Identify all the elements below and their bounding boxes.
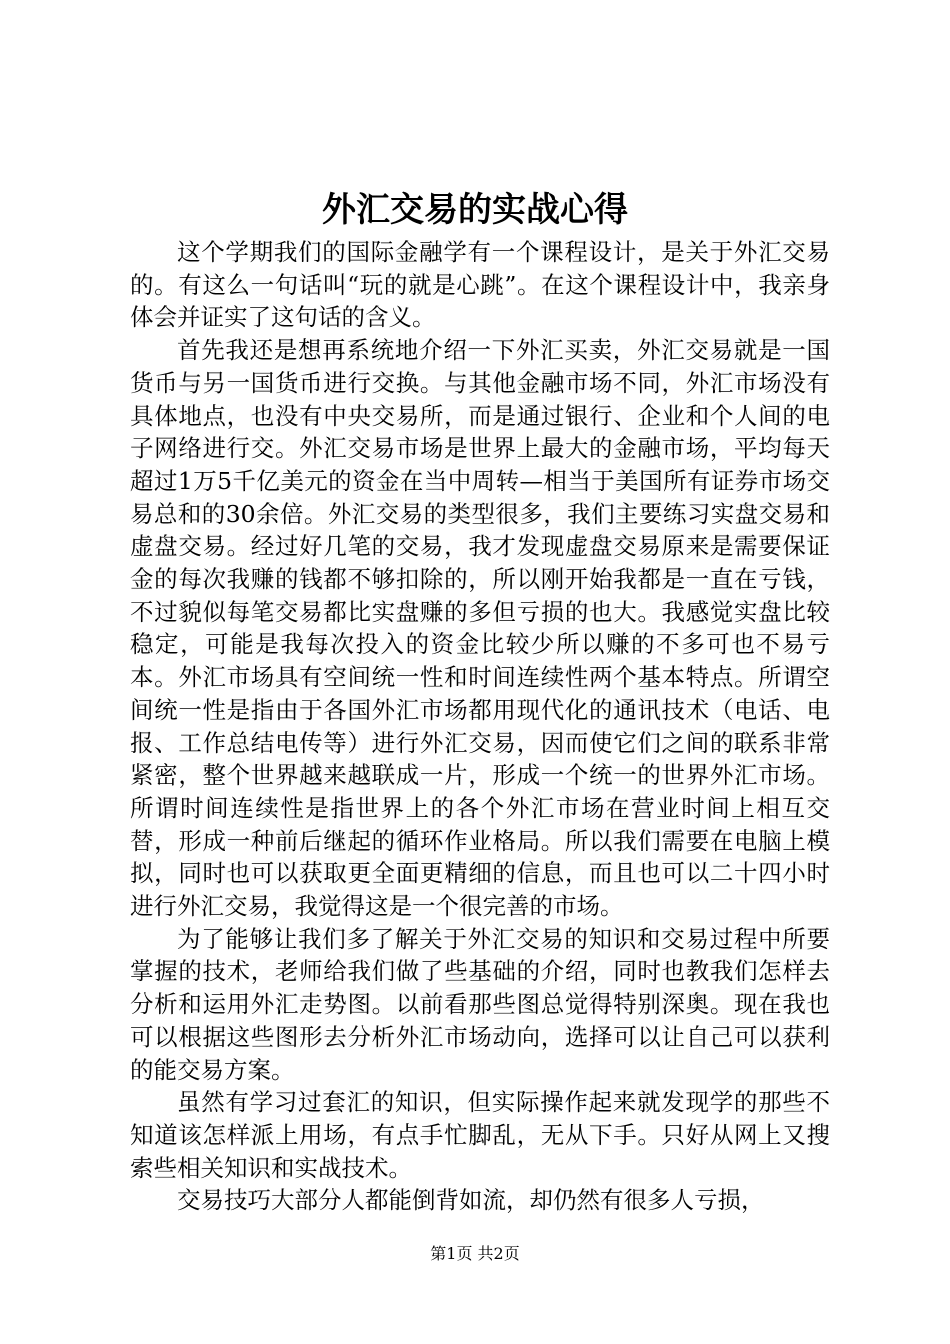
paragraph-4: 虽然有学习过套汇的知识，但实际操作起来就发现学的那些不知道该怎样派上用场，有点手忙脚乱，无从下手。只好从网上又搜索些相关知识和实战技术。 [130, 1088, 830, 1182]
document-title: 外汇交易的实战心得 [322, 190, 628, 230]
paragraph-1: 这个学期我们的国际金融学有一个课程设计，是关于外汇交易的。有这么一句话叫“玩的就是心跳”。在这个课程设计中，我亲身体会并证实了这句话的含义。 [130, 238, 830, 332]
document-body [130, 236, 830, 1217]
paragraph-3: 为了能够让我们多了解关于外汇交易的知识和交易过程中所要掌握的技术，老师给我们做了些基础的介绍，同时也教我们怎样去分析和运用外汇走势图。以前看那些图总觉得特别深奥。现在我也可以根据这些图形去分析外汇市场动向，选择可以让自己可以获利的能交易方案。 [130, 924, 830, 1084]
page-number-footer: 第1页 共2页 [430, 1244, 520, 1263]
paragraph-5: 交易技巧大部分人都能倒背如流，却仍然有很多人亏损， [177, 1186, 765, 1215]
paragraph-2: 首先我还是想再系统地介绍一下外汇买卖，外汇交易就是一国货币与另一国货币进行交换。与其他金融市场不同，外汇市场没有具体地点，也没有中央交易所，而是通过银行、企业和个人间的电子网络进行交。外汇交易市场是世界上最大的金融市场，平均每天超过1万5千亿美元的资金在当中周转—相当于美国所有证券市场交易总和的30余倍。外汇交易的类型很多，我们主要练习实盘交易和虚盘交易。经过好几笔的交易，我才发现虚盘交易原来是需要保证金的每次我赚的钱都不够扣除的，所以刚开始我都是一直在亏钱，不过貌似每笔交易都比实盘赚的多但亏损的也大。我感觉实盘比较稳定，可能是我每次投入的资金比较少所以赚的不多可也不易亏本。外汇市场具有空间统一性和时间连续性两个基本特点。所谓空间统一性是指由于各国外汇市场都用现代化的通讯技术（电话、电报、工作总结电传等）进行外汇交易，因而使它们之间的联系非常紧密，整个世界越来越联成一片，形成一个统一的世界外汇市场。所谓时间连续性是指世界上的各个外汇市场在营业时间上相互交替，形成一种前后继起的循环作业格局。所以我们需要在电脑上模拟，同时也可以获取更全面更精细的信息，而且也可以二十四小时进行外汇交易，我觉得这是一个很完善的市场。 [130, 336, 830, 921]
